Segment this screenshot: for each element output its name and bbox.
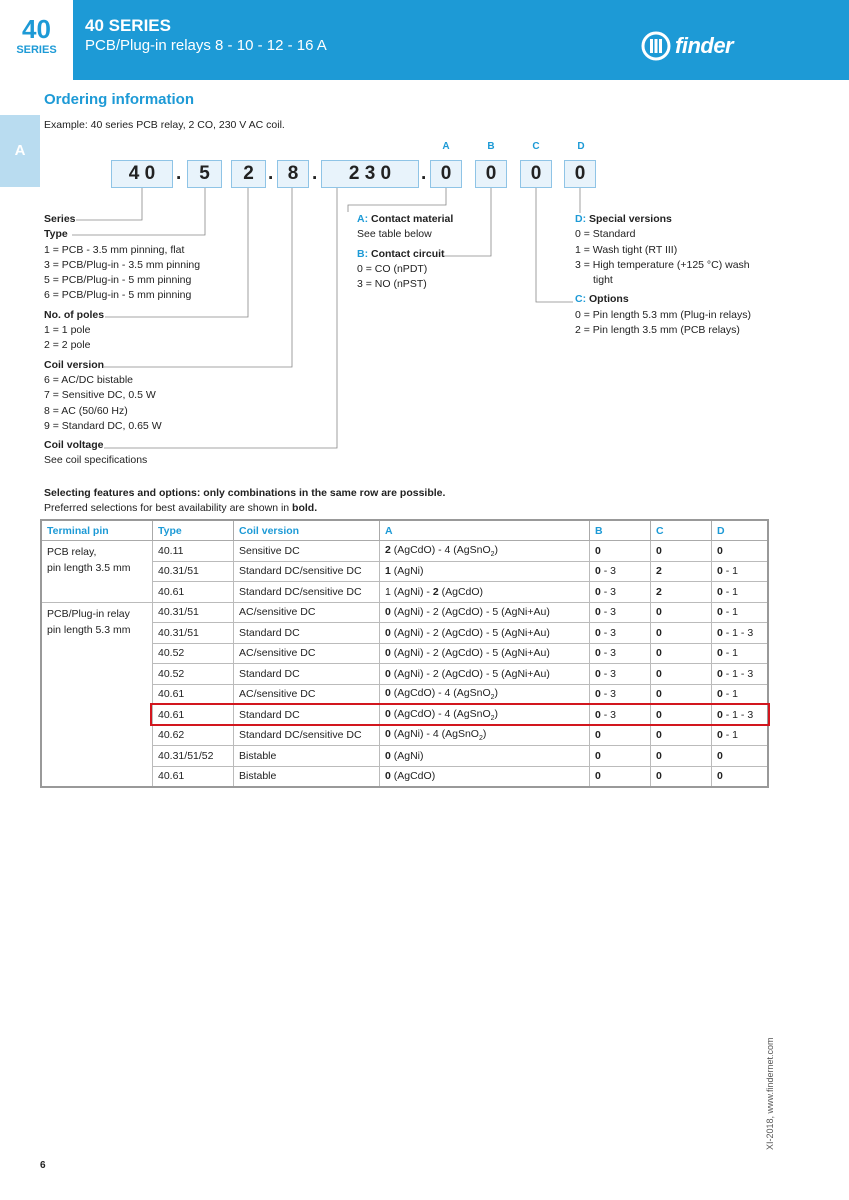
option-b-cell: 0 bbox=[590, 766, 651, 787]
option-b-cell: 0 - 3 bbox=[590, 602, 651, 623]
option-a-cell: 1 (AgNi) bbox=[380, 561, 590, 582]
coil-version-cell: AC/sensitive DC bbox=[234, 684, 380, 705]
type-cell: 40.11 bbox=[153, 541, 234, 562]
option-d-cell: 0 - 1 - 3 bbox=[712, 623, 769, 644]
example-text: Example: 40 series PCB relay, 2 CO, 230 V AC coil. bbox=[44, 119, 285, 131]
coil-version-cell: Sensitive DC bbox=[234, 541, 380, 562]
option-d-cell: 0 - 1 bbox=[712, 561, 769, 582]
code-letter-c: C bbox=[532, 141, 540, 152]
poles-item: 1 = 1 pole bbox=[44, 324, 91, 337]
option-c-cell: 0 bbox=[651, 541, 712, 562]
type-item: 3 = PCB/Plug-in - 3.5 mm pinning bbox=[44, 258, 201, 271]
coil-version-item: 8 = AC (50/60 Hz) bbox=[44, 404, 128, 417]
option-a-cell: 0 (AgNi) - 2 (AgCdO) - 5 (AgNi+Au) bbox=[380, 623, 590, 644]
label-poles: No. of poles bbox=[44, 308, 105, 321]
type-cell: 40.61 bbox=[153, 684, 234, 705]
option-d-cell: 0 bbox=[712, 746, 769, 767]
option-c-cell: 0 bbox=[651, 643, 712, 664]
coil-version-cell: Standard DC bbox=[234, 705, 380, 726]
option-a-cell: 0 (AgNi) - 4 (AgSnO$_2$) bbox=[380, 725, 590, 746]
label-type: Type bbox=[44, 228, 68, 241]
option-c-cell: 0 bbox=[651, 725, 712, 746]
label-c-prefix: C: bbox=[575, 293, 587, 306]
option-c-cell: 0 bbox=[651, 684, 712, 705]
preferred-note-text: Preferred selections for best availability are shown in bbox=[44, 502, 290, 514]
label-special-versions: Special versions bbox=[589, 213, 672, 225]
option-b-cell: 0 bbox=[590, 725, 651, 746]
option-b-cell: 0 - 3 bbox=[590, 664, 651, 685]
section-title: Ordering information bbox=[44, 91, 194, 108]
coil-version-cell: Standard DC bbox=[234, 664, 380, 685]
code-box-d: 0 bbox=[564, 160, 596, 188]
option-b-cell: 0 - 3 bbox=[590, 684, 651, 705]
code-dot: . bbox=[176, 163, 182, 184]
coil-version-cell: Standard DC bbox=[234, 623, 380, 644]
option-item: 0 = Pin length 5.3 mm (Plug-in relays) bbox=[575, 308, 751, 321]
code-box-poles: 2 bbox=[231, 160, 266, 188]
type-cell: 40.61 bbox=[153, 582, 234, 603]
special-version-item: 3 = High temperature (+125 °C) wash bbox=[575, 258, 750, 271]
option-b-cell: 0 - 3 bbox=[590, 561, 651, 582]
option-c-cell: 0 bbox=[651, 664, 712, 685]
option-c-cell: 0 bbox=[651, 766, 712, 787]
label-contact-circuit: Contact circuit bbox=[371, 247, 445, 260]
coil-version-cell: Bistable bbox=[234, 766, 380, 787]
option-d-cell: 0 bbox=[712, 766, 769, 787]
option-a-cell: 0 (AgNi) - 2 (AgCdO) - 5 (AgNi+Au) bbox=[380, 643, 590, 664]
option-d-cell: 0 bbox=[712, 541, 769, 562]
terminal-pin-cell: PCB relay, pin length 3.5 mm bbox=[41, 541, 153, 603]
contact-material-note: See table below bbox=[357, 228, 432, 241]
option-d-cell: 0 - 1 bbox=[712, 582, 769, 603]
option-a-cell: 2 (AgCdO) - 4 (AgSnO$_2$) bbox=[380, 541, 590, 562]
coil-version-cell: Standard DC/sensitive DC bbox=[234, 582, 380, 603]
code-dot: . bbox=[421, 163, 427, 184]
label-d-prefix: D: bbox=[575, 213, 587, 225]
left-label-group bbox=[44, 212, 200, 469]
table-row bbox=[41, 602, 768, 623]
preferred-note-bold: bold. bbox=[292, 502, 318, 514]
page-number: 6 bbox=[40, 1160, 46, 1171]
code-letter-d: D bbox=[577, 141, 585, 152]
option-b-cell: 0 - 3 bbox=[590, 623, 651, 644]
special-version-item: 0 = Standard bbox=[575, 228, 636, 241]
code-letter-b: B bbox=[487, 141, 495, 152]
option-a-cell: 0 (AgCdO) bbox=[380, 766, 590, 787]
terminal-pin-cell: PCB/Plug-in relay pin length 5.3 mm bbox=[41, 602, 153, 787]
label-contact-material: Contact material bbox=[371, 213, 454, 225]
contact-circuit-item: 0 = CO (nPDT) bbox=[357, 262, 428, 275]
col-a: A bbox=[380, 520, 590, 541]
option-d-cell: 0 - 1 bbox=[712, 602, 769, 623]
type-cell: 40.52 bbox=[153, 664, 234, 685]
table-header-row bbox=[41, 520, 768, 541]
type-cell: 40.31/51 bbox=[153, 623, 234, 644]
type-cell: 40.31/51 bbox=[153, 602, 234, 623]
label-b-prefix: B: bbox=[357, 247, 369, 260]
preferred-note bbox=[44, 502, 317, 514]
code-box-coil-voltage: 2 3 0 bbox=[321, 160, 419, 188]
coil-version-item: 9 = Standard DC, 0.65 W bbox=[44, 419, 162, 432]
special-version-item: 1 = Wash tight (RT III) bbox=[575, 243, 678, 256]
option-b-cell: 0 bbox=[590, 541, 651, 562]
logo-text: finder bbox=[675, 33, 734, 58]
option-d-cell: 0 - 1 bbox=[712, 643, 769, 664]
highlighted-row-outline bbox=[150, 703, 770, 726]
option-a-cell: 0 (AgNi) - 2 (AgCdO) - 5 (AgNi+Au) bbox=[380, 602, 590, 623]
footer-side-note: XI-2018, www.findernet.com bbox=[765, 1037, 775, 1150]
code-box-a: 0 bbox=[430, 160, 462, 188]
option-b-cell: 0 - 3 bbox=[590, 705, 651, 726]
type-cell: 40.61 bbox=[153, 766, 234, 787]
label-options: Options bbox=[589, 293, 629, 306]
option-c-cell: 0 bbox=[651, 705, 712, 726]
option-a-cell: 0 (AgNi) - 2 (AgCdO) - 5 (AgNi+Au) bbox=[380, 664, 590, 685]
side-tab-letter: A bbox=[14, 142, 26, 159]
col-coil-version: Coil version bbox=[234, 520, 380, 541]
type-item: 6 = PCB/Plug-in - 5 mm pinning bbox=[44, 289, 192, 302]
selection-table bbox=[40, 519, 769, 788]
code-box-series: 4 0 bbox=[111, 160, 173, 188]
mid-label-group bbox=[357, 212, 453, 292]
code-letter-a: A bbox=[442, 141, 450, 152]
option-b-cell: 0 bbox=[590, 746, 651, 767]
code-dot: . bbox=[312, 163, 318, 184]
option-d-cell: 0 - 1 bbox=[712, 725, 769, 746]
label-series: Series bbox=[44, 213, 76, 225]
coil-version-item: 7 = Sensitive DC, 0.5 W bbox=[44, 389, 156, 402]
coil-version-cell: Standard DC/sensitive DC bbox=[234, 725, 380, 746]
contact-circuit-item: 3 = NO (nPST) bbox=[357, 278, 427, 291]
option-d-cell: 0 - 1 - 3 bbox=[712, 705, 769, 726]
code-box-c: 0 bbox=[520, 160, 552, 188]
table-body bbox=[41, 541, 768, 788]
option-item: 2 = Pin length 3.5 mm (PCB relays) bbox=[575, 324, 740, 337]
type-cell: 40.62 bbox=[153, 725, 234, 746]
option-d-cell: 0 - 1 - 3 bbox=[712, 664, 769, 685]
coil-version-cell: Standard DC/sensitive DC bbox=[234, 561, 380, 582]
type-item: 1 = PCB - 3.5 mm pinning, flat bbox=[44, 243, 185, 256]
option-c-cell: 0 bbox=[651, 623, 712, 644]
code-box-type: 5 bbox=[187, 160, 222, 188]
col-terminal-pin: Terminal pin bbox=[41, 520, 153, 541]
special-version-item: tight bbox=[593, 274, 613, 287]
option-c-cell: 0 bbox=[651, 746, 712, 767]
label-coil-voltage: Coil voltage bbox=[44, 439, 104, 452]
poles-item: 2 = 2 pole bbox=[44, 339, 91, 352]
coil-version-cell: AC/sensitive DC bbox=[234, 602, 380, 623]
page-title: 40 SERIES bbox=[85, 16, 171, 35]
option-c-cell: 0 bbox=[651, 602, 712, 623]
right-label-group bbox=[575, 212, 751, 338]
option-a-cell: 0 (AgNi) bbox=[380, 746, 590, 767]
option-b-cell: 0 - 3 bbox=[590, 643, 651, 664]
code-box-b: 0 bbox=[475, 160, 507, 188]
col-b: B bbox=[590, 520, 651, 541]
type-cell: 40.31/51 bbox=[153, 561, 234, 582]
coil-version-item: 6 = AC/DC bistable bbox=[44, 373, 134, 386]
code-box-coil-version: 8 bbox=[277, 160, 309, 188]
code-dot: . bbox=[268, 163, 274, 184]
label-coil-version: Coil version bbox=[44, 358, 105, 371]
col-type: Type bbox=[153, 520, 234, 541]
col-c: C bbox=[651, 520, 712, 541]
type-cell: 40.31/51/52 bbox=[153, 746, 234, 767]
option-c-cell: 2 bbox=[651, 582, 712, 603]
table-row bbox=[41, 541, 768, 562]
coil-version-cell: Bistable bbox=[234, 746, 380, 767]
type-cell: 40.52 bbox=[153, 643, 234, 664]
option-d-cell: 0 - 1 bbox=[712, 684, 769, 705]
coil-version-cell: AC/sensitive DC bbox=[234, 643, 380, 664]
option-c-cell: 2 bbox=[651, 561, 712, 582]
type-cell: 40.61 bbox=[153, 705, 234, 726]
option-b-cell: 0 - 3 bbox=[590, 582, 651, 603]
page-subtitle: PCB/Plug-in relays 8 - 10 - 12 - 16 A bbox=[85, 37, 327, 54]
series-word: SERIES bbox=[16, 44, 57, 56]
type-item: 5 = PCB/Plug-in - 5 mm pinning bbox=[44, 274, 192, 287]
coil-voltage-note: See coil specifications bbox=[44, 454, 148, 467]
col-d: D bbox=[712, 520, 769, 541]
option-a-cell: 0 (AgCdO) - 4 (AgSnO$_2$) bbox=[380, 705, 590, 726]
option-a-cell: 1 (AgNi) - 2 (AgCdO) bbox=[380, 582, 590, 603]
option-a-cell: 0 (AgCdO) - 4 (AgSnO$_2$) bbox=[380, 684, 590, 705]
label-a-prefix: A: bbox=[357, 213, 369, 225]
selection-title: Selecting features and options: only combinations in the same row are possible. bbox=[44, 487, 446, 499]
series-number: 40 bbox=[22, 14, 51, 44]
